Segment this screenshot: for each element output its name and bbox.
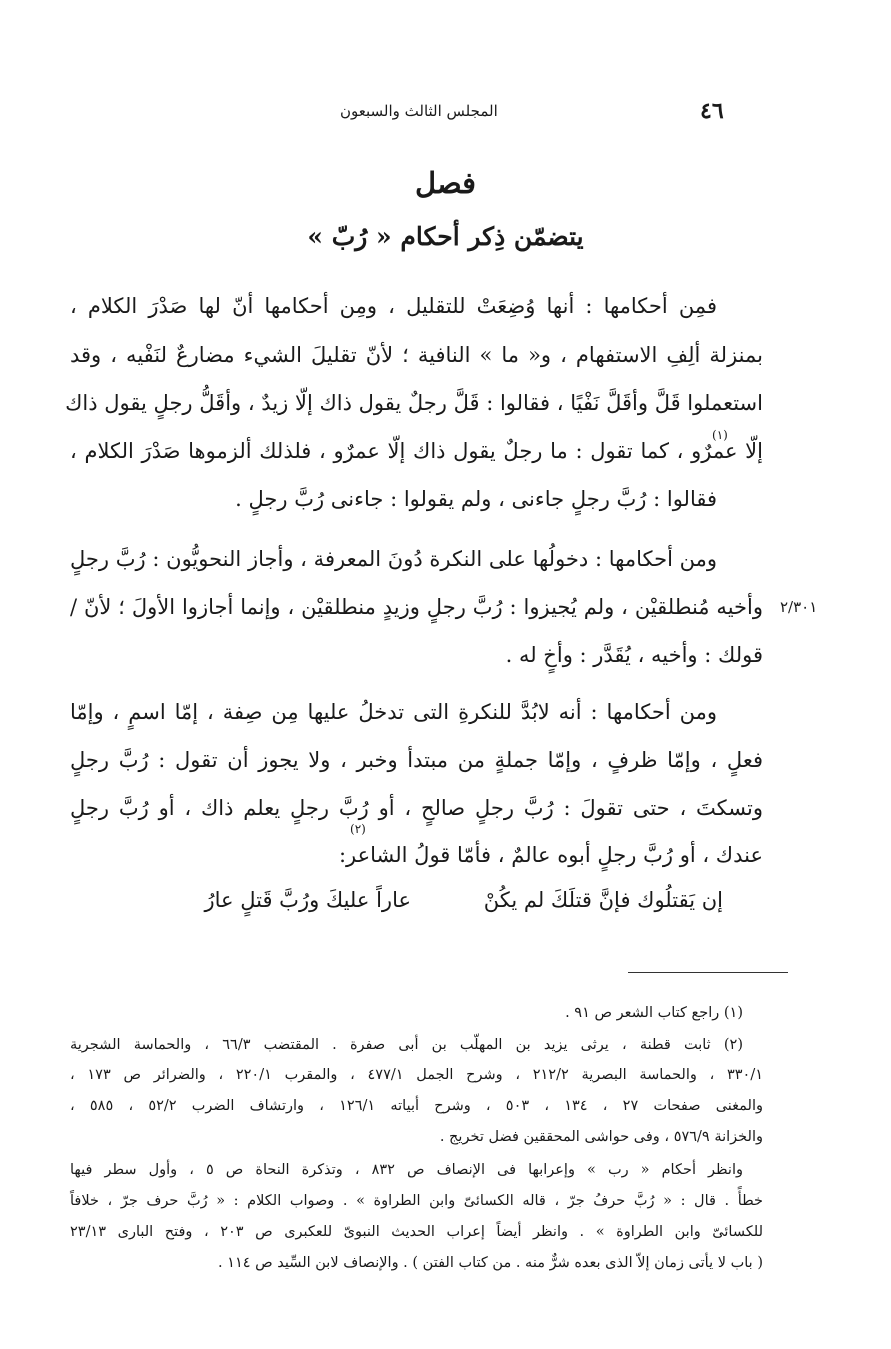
body-line: إلّا عمرٌو ، كما تقول : ما رجلٌ يقول ذاك إلّا عمرٌو ، فلذلك ألزموها صَدْرَ الكلام ، <box>70 439 763 463</box>
footnote-line: والمغنى صفحات ٢٧ ، ١٣٤ ، ٥٠٣ ، وشرح أبياته ١٢٦/١ ، وارتشاف الضرب ٥٢/٢ ، ٥٨٥ ، <box>70 1098 763 1114</box>
body-line: بمنزلة ألِفِ الاستفهام ، و« ما » النافية ؛ لأنّ تقليلَ الشيء مضارعٌ لنَفْيه ، وقد <box>70 343 763 367</box>
body-line: عندك ، أو رُبَّ رجلٍ أبوه عالمٌ ، فأمّا قولُ الشاعر: <box>338 843 763 867</box>
footnote-line: والخزانة ٥٧٦/٩ ، وفى حواشى المحققين فضل تخريج . <box>439 1129 763 1145</box>
body-line: قولك : وأخيه ، يُقَدَّر : وأخٍ له . <box>505 643 763 667</box>
section-subtitle: يتضمّن ذِكر أحكام « رُبّ » <box>307 222 584 251</box>
body-line: فقالوا : رُبَّ رجلٍ جاءنى ، ولم يقولوا : جاءنى رُبَّ رجلٍ . <box>235 487 717 511</box>
body-line: ومن أحكامها : دخولُها على النكرة دُونَ المعرفة ، وأجاز النحويُّون : رُبَّ رجلٍ <box>70 547 717 571</box>
verse-first-hemistich: إن يَقتلُوك فإنَّ قتلَكَ لم يكُنْ <box>483 888 723 912</box>
footnote-line: (١) راجع كتاب الشعر ص ٩١ . <box>565 1005 743 1021</box>
footnote-line: للكسائىّ وابن الطراوة » . وانظر أيضاً إعراب الحديث النبوىّ للعكبرى ص ٢٠٣ ، وفتح البارى ٢٣/١٣ <box>70 1224 763 1240</box>
margin-reference: ٢/٣٠١ <box>780 598 818 616</box>
body-line: ومن أحكامها : أنه لابُدَّ للنكرةِ التى تدخلُ عليها مِن صِفة ، إمّا اسمٍ ، وإمّا <box>70 700 717 724</box>
footnote-line: ٣٣٠/١ ، والحماسة البصرية ٢١٢/٢ ، وشرح الجمل ٤٧٧/١ ، والمقرب ٢٢٠/١ ، والضرائر ص ١٧٣ ، <box>70 1067 763 1083</box>
body-line: استعملوا قَلَّ وأقَلَّ نَفْيًا ، فقالوا : قَلَّ رجلٌ يقول ذاك إلّا زيدٌ ، وأقَلُّ رجلٍ يقول ذاك <box>65 391 763 415</box>
body-line: فعلٍ ، وإمّا ظرفٍ ، وإمّا جملةٍ من مبتدأ وخبر ، ولا يجوز أن تقول : رُبَّ رجلٍ <box>70 748 763 772</box>
body-line: وتسكتَ ، حتى تقولَ : رُبَّ رجلٍ صالحٍ ، أو رُبَّ رجلٍ يعلم ذاك ، أو رُبَّ رجلٍ <box>70 796 763 820</box>
footnote-line: (٢) ثابت قطنة ، يرثى يزيد بن المهلّب بن أبى صفرة . المقتضب ٦٦/٣ ، والحماسة الشجرية <box>70 1037 743 1053</box>
footnote-line: ( باب لا يأتى زمان إلاّ الذى بعده شرٌّ منه . من كتاب الفتن ) . والإنصاف لابن السِّيد ص ١١٤ . <box>217 1255 763 1271</box>
footnote-separator <box>628 972 788 973</box>
running-head <box>0 98 891 128</box>
section-title: فصل <box>415 166 476 200</box>
body-line: فمِن أحكامها : أنها وُضِعَتْ للتقليل ، ومِن أحكامها أنّ لها صَدْرَ الكلام ، <box>70 294 717 318</box>
body-line: وأخيه مُنطلقيْن ، ولم يُجيزوا : رُبَّ رجلٍ وزيدٍ منطلقيْن ، وإنما أجازوا الأولَ ؛ لأنّ / <box>70 595 763 619</box>
page-number: ٤٦ <box>700 98 724 124</box>
verse-second-hemistich: عاراً عليكَ ورُبَّ قَتلٍ عارُ <box>204 888 411 912</box>
running-title: المجلس الثالث والسبعون <box>340 102 498 120</box>
footnote-line: وانظر أحكام « رب » وإعرابها فى الإنصاف ص ٨٣٢ ، وتذكرة النحاة ص ٥ ، وأول سطر فيها <box>70 1162 743 1178</box>
footnote-marker: (١) <box>712 428 728 442</box>
footnote-line: خطأً . قال : « رُبَّ حرفُ جرّ ، قاله الكسائىّ وابن الطراوة » . وصواب الكلام : « رُبَّ حرف جرّ ، خلافاً <box>70 1193 763 1209</box>
footnote-marker: (٢) <box>350 822 366 836</box>
